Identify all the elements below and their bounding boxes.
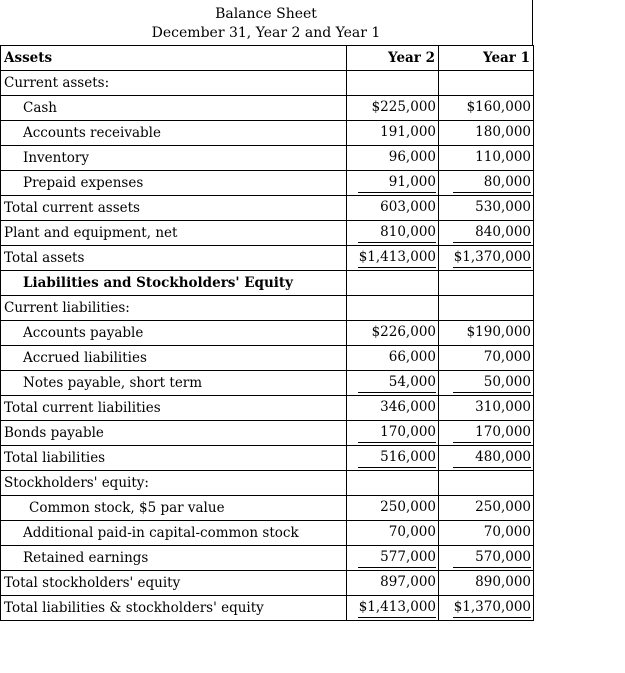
row-value-year1 xyxy=(439,546,534,571)
row-label: Common stock, $5 par value xyxy=(1,496,347,521)
table-row xyxy=(1,446,534,471)
row-value-year2 xyxy=(347,596,439,621)
row-label: Current liabilities: xyxy=(1,296,347,321)
table-row xyxy=(1,421,534,446)
row-value-year1 xyxy=(439,71,534,96)
table-row xyxy=(1,496,534,521)
value-year1: $160,000 xyxy=(466,99,531,115)
table-row xyxy=(1,196,534,221)
table-row xyxy=(1,546,534,571)
table-row xyxy=(1,146,534,171)
row-value-year1 xyxy=(439,246,534,271)
row-value-year1 xyxy=(439,296,534,321)
value-year2: $225,000 xyxy=(371,99,436,115)
row-value-year1 xyxy=(439,321,534,346)
value-year2: 810,000 xyxy=(358,224,436,243)
value-year2: 516,000 xyxy=(358,449,436,468)
value-year2: 96,000 xyxy=(388,149,436,165)
row-value-year2 xyxy=(347,96,439,121)
row-value-year1 xyxy=(439,571,534,596)
row-value-year1 xyxy=(439,446,534,471)
row-label: Total stockholders' equity xyxy=(1,571,347,596)
table-row xyxy=(1,346,534,371)
row-value-year2 xyxy=(347,71,439,96)
row-label: Total current assets xyxy=(1,196,347,221)
table-row xyxy=(1,321,534,346)
value-year2: 66,000 xyxy=(388,349,436,365)
value-year2: 577,000 xyxy=(358,549,436,568)
table-body xyxy=(1,71,534,621)
row-label: Retained earnings xyxy=(1,546,347,571)
header-assets: Assets xyxy=(1,46,347,71)
table-row xyxy=(1,271,534,296)
value-year1: 50,000 xyxy=(453,374,531,393)
sheet-subtitle: December 31, Year 2 and Year 1 xyxy=(151,25,381,41)
value-year1: 70,000 xyxy=(483,524,531,540)
sheet-title: Balance Sheet xyxy=(215,6,317,22)
table-row xyxy=(1,71,534,96)
row-label: Liabilities and Stockholders' Equity xyxy=(1,271,347,296)
row-label: Notes payable, short term xyxy=(1,371,347,396)
row-value-year1 xyxy=(439,96,534,121)
value-year2: 250,000 xyxy=(380,499,436,515)
row-value-year2 xyxy=(347,271,439,296)
row-label: Total liabilities xyxy=(1,446,347,471)
row-value-year2 xyxy=(347,471,439,496)
row-value-year1 xyxy=(439,596,534,621)
value-year1: 170,000 xyxy=(453,424,531,443)
row-value-year1 xyxy=(439,271,534,296)
row-value-year2 xyxy=(347,196,439,221)
value-year2: 897,000 xyxy=(380,574,436,590)
value-year2: 191,000 xyxy=(380,124,436,140)
row-value-year1 xyxy=(439,371,534,396)
row-value-year2 xyxy=(347,396,439,421)
balance-sheet-table xyxy=(0,45,534,621)
row-label: Accounts payable xyxy=(1,321,347,346)
value-year1: 480,000 xyxy=(453,449,531,468)
row-label: Accounts receivable xyxy=(1,121,347,146)
table-row xyxy=(1,521,534,546)
table-row xyxy=(1,171,534,196)
row-label: Accrued liabilities xyxy=(1,346,347,371)
table-row xyxy=(1,471,534,496)
row-value-year1 xyxy=(439,471,534,496)
row-value-year2 xyxy=(347,546,439,571)
row-value-year1 xyxy=(439,346,534,371)
header-year1: Year 1 xyxy=(439,46,534,71)
value-year2: 603,000 xyxy=(380,199,436,215)
value-year2: 170,000 xyxy=(358,424,436,443)
row-label: Stockholders' equity: xyxy=(1,471,347,496)
row-value-year1 xyxy=(439,421,534,446)
row-value-year1 xyxy=(439,521,534,546)
value-year1: 180,000 xyxy=(475,124,531,140)
row-value-year2 xyxy=(347,246,439,271)
value-year2: 54,000 xyxy=(358,374,436,393)
row-value-year2 xyxy=(347,496,439,521)
row-value-year2 xyxy=(347,371,439,396)
row-value-year1 xyxy=(439,221,534,246)
value-year1: 80,000 xyxy=(453,174,531,193)
row-value-year2 xyxy=(347,321,439,346)
value-year2: $226,000 xyxy=(371,324,436,340)
row-value-year2 xyxy=(347,121,439,146)
value-year1: $190,000 xyxy=(466,324,531,340)
row-label: Prepaid expenses xyxy=(1,171,347,196)
row-value-year2 xyxy=(347,346,439,371)
row-label: Total liabilities & stockholders' equity xyxy=(1,596,347,621)
value-year1: 840,000 xyxy=(453,224,531,243)
row-label: Additional paid-in capital-common stock xyxy=(1,521,347,546)
table-row xyxy=(1,121,534,146)
row-label: Total assets xyxy=(1,246,347,271)
row-label: Total current liabilities xyxy=(1,396,347,421)
table-row xyxy=(1,246,534,271)
row-value-year1 xyxy=(439,496,534,521)
header-year2: Year 2 xyxy=(347,46,439,71)
value-year1: 310,000 xyxy=(475,399,531,415)
value-year1: 110,000 xyxy=(475,149,531,165)
row-value-year1 xyxy=(439,121,534,146)
value-year1: 890,000 xyxy=(475,574,531,590)
value-year2: 346,000 xyxy=(380,399,436,415)
title-block xyxy=(0,0,533,45)
row-value-year2 xyxy=(347,421,439,446)
row-value-year2 xyxy=(347,296,439,321)
table-row xyxy=(1,371,534,396)
row-value-year2 xyxy=(347,171,439,196)
row-value-year2 xyxy=(347,221,439,246)
value-year1: 530,000 xyxy=(475,199,531,215)
header-row xyxy=(1,46,534,71)
table-row xyxy=(1,296,534,321)
value-year1: 250,000 xyxy=(475,499,531,515)
table-row xyxy=(1,596,534,621)
row-value-year2 xyxy=(347,146,439,171)
value-year1: 570,000 xyxy=(453,549,531,568)
value-year2: 91,000 xyxy=(358,174,436,193)
row-value-year2 xyxy=(347,521,439,546)
row-label: Bonds payable xyxy=(1,421,347,446)
row-value-year1 xyxy=(439,196,534,221)
row-label: Plant and equipment, net xyxy=(1,221,347,246)
row-label: Cash xyxy=(1,96,347,121)
table-row xyxy=(1,221,534,246)
row-value-year2 xyxy=(347,446,439,471)
table-row xyxy=(1,396,534,421)
row-value-year1 xyxy=(439,146,534,171)
value-year2: $1,413,000 xyxy=(358,599,436,618)
value-year2: $1,413,000 xyxy=(358,249,436,268)
table-row xyxy=(1,96,534,121)
row-value-year2 xyxy=(347,571,439,596)
row-label: Current assets: xyxy=(1,71,347,96)
value-year2: 70,000 xyxy=(388,524,436,540)
table-row xyxy=(1,571,534,596)
value-year1: 70,000 xyxy=(483,349,531,365)
row-value-year1 xyxy=(439,171,534,196)
row-label: Inventory xyxy=(1,146,347,171)
value-year1: $1,370,000 xyxy=(453,249,531,268)
row-value-year1 xyxy=(439,396,534,421)
value-year1: $1,370,000 xyxy=(453,599,531,618)
